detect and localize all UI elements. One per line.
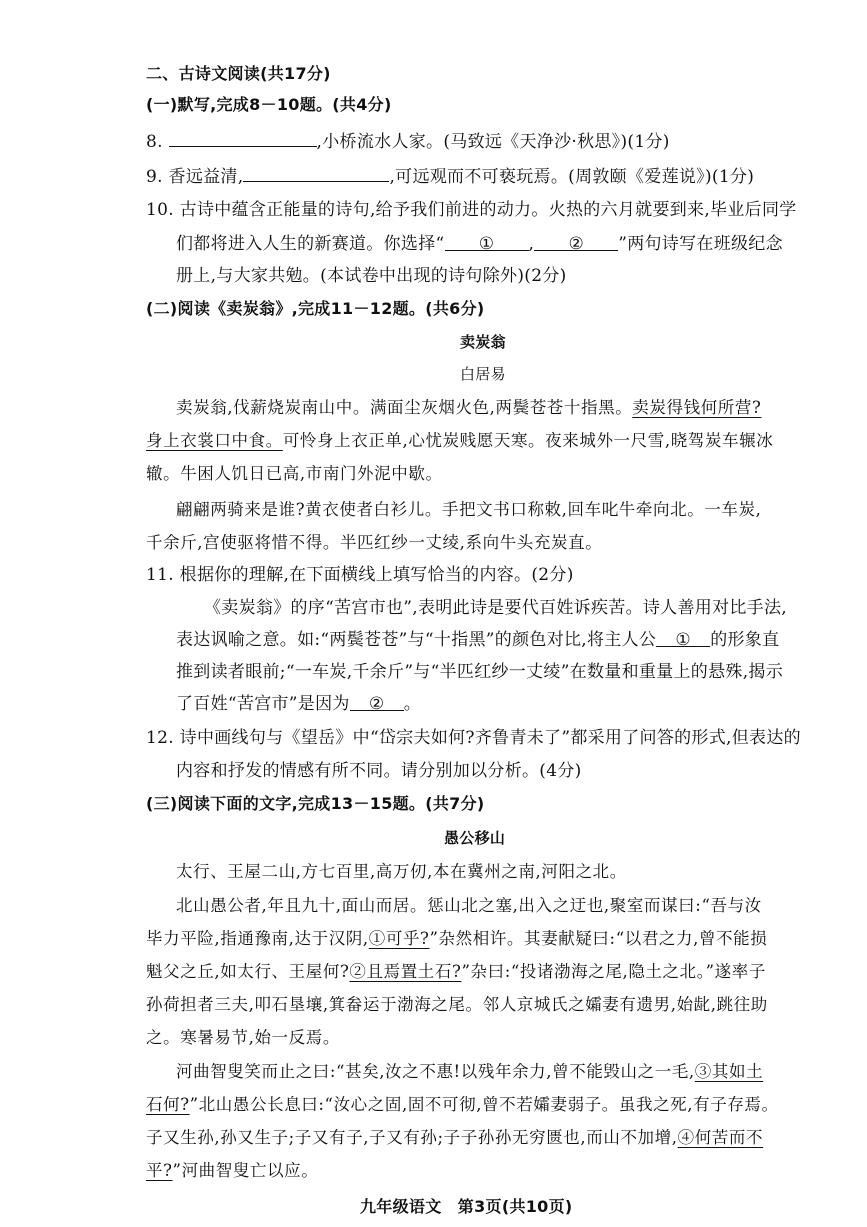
poem-title: 卖炭翁 — [460, 333, 506, 351]
prose-line: 子又生孙,孙又生子;子又有子,子又有孙;子子孙孙无穷匮也,而山不加增,④何苦而不 — [146, 1128, 764, 1147]
q10-line-1: 10. 古诗中蕴含正能量的诗句,给予我们前进的动力。火热的六月就要到来,毕业后同学 — [146, 200, 797, 220]
q8-text: ,小桥流水人家。(马致远《天净沙·秋思》)(1分) — [316, 132, 670, 152]
poem-line: 翩翩两骑来是谁?黄衣使者白衫儿。手把文书口称敕,回车叱牛牵向北。一车炭, — [176, 500, 762, 519]
page-footer: 九年级语文 第3页(共10页) — [360, 1197, 573, 1216]
prose-line: 毕力平险,指通豫南,达于汉阴,①可乎?”杂然相许。其妻献疑曰:“以君之力,曾不能损 — [146, 929, 768, 948]
underlined-line: 身上衣裳口中食。 — [146, 431, 283, 450]
q9-answer-blank[interactable] — [243, 163, 389, 182]
poem-line: 身上衣裳口中食。可怜身上衣正单,心忧炭贱愿天寒。夜来城外一尺雪,晓驾炭车辗冰 — [146, 431, 774, 450]
underlined-line: 卖炭得钱何所营? — [632, 398, 762, 417]
q11-line-5: 了百姓“苦宫市”是因为 ② 。 — [176, 694, 421, 714]
prose-line: 孙荷担者三夫,叩石垦壤,箕畚运于渤海之尾。邻人京城氏之孀妻有遗男,始龀,跳往助 — [146, 995, 768, 1014]
prose-line: 魁父之丘,如太行、王屋何?②且焉置土石?”杂曰:“投诸渤海之尾,隐土之北。”遂率子 — [146, 962, 766, 981]
q12-line-1: 12. 诗中画线句与《望岳》中“岱宗夫如何?齐鲁青未了”都采用了问答的形式,但表达的 — [146, 728, 801, 748]
q10-blank-2[interactable]: ② — [534, 232, 618, 251]
section-heading: 二、古诗文阅读(共17分) — [146, 64, 331, 83]
q9-text-before: 9. 香远益清, — [146, 167, 244, 187]
prose-line: 之。寒暑易节,始一反焉。 — [146, 1028, 340, 1047]
question-9 — [146, 163, 754, 189]
underlined-sentence-4: ④何苦而不 — [677, 1128, 764, 1147]
poem-line: 卖炭翁,伐薪烧炭南山中。满面尘灰烟火色,两鬓苍苍十指黑。卖炭得钱何所营? — [176, 398, 762, 417]
prose-line: 平?”河曲智叟亡以应。 — [146, 1161, 319, 1180]
q11-blank-1[interactable]: ① — [656, 628, 710, 647]
prose-line: 太行、王屋二山,方七百里,高万仞,本在冀州之南,河阳之北。 — [176, 862, 627, 881]
question-8 — [146, 128, 670, 154]
part-two-heading: (二)阅读《卖炭翁》,完成11－12题。(共6分) — [146, 299, 485, 318]
q8-answer-blank[interactable] — [169, 128, 317, 147]
underlined-sentence-4-cont: 平? — [146, 1161, 173, 1180]
part-one-heading: (一)默写,完成8－10题。(共4分) — [146, 95, 392, 114]
prose-line: 河曲智叟笑而止之曰:“甚矣,汝之不惠!以残年余力,曾不能毁山之一毛,③其如土 — [176, 1062, 764, 1081]
q10-blank-1[interactable]: ① — [445, 232, 529, 251]
poem-author: 白居易 — [460, 365, 506, 383]
underlined-sentence-3: ③其如土 — [694, 1062, 764, 1081]
q10-line-3: 册上,与大家共勉。(本试卷中出现的诗句除外)(2分) — [176, 266, 567, 286]
q11-blank-2[interactable]: ② — [350, 692, 404, 711]
q10-line-2: 们都将进入人生的新赛道。你选择“ ① , ② ”两句诗写在班级纪念 — [176, 234, 783, 254]
poem-line: 辙。牛困人饥日已高,市南门外泥中歇。 — [146, 464, 443, 483]
underlined-sentence-1: ①可乎? — [368, 929, 430, 948]
q8-number: 8. — [146, 132, 163, 152]
q11-line-1: 11. 根据你的理解,在下面横线上填写恰当的内容。(2分) — [146, 565, 574, 585]
poem-line: 千余斤,宫使驱将惜不得。半匹红纱一丈绫,系向牛头充炭直。 — [146, 533, 603, 552]
prose-line: 石何?”北山愚公长息曰:“汝心之固,固不可彻,曾不若孀妻弱子。虽我之死,有子存焉。 — [146, 1095, 779, 1114]
part-three-heading: (三)阅读下面的文字,完成13－15题。(共7分) — [146, 794, 485, 813]
prose-line: 北山愚公者,年且九十,面山而居。惩山北之塞,出入之迂也,聚室而谋曰:“吾与汝 — [176, 896, 762, 915]
q11-line-2: 《卖炭翁》的序“苦宫市也”,表明此诗是要代百姓诉疾苦。诗人善用对比手法, — [204, 598, 787, 618]
q12-line-2: 内容和抒发的情感有所不同。请分别加以分析。(4分) — [176, 761, 582, 781]
prose-title: 愚公移山 — [444, 829, 506, 847]
q11-line-3: 表达讽喻之意。如:“两鬓苍苍”与“十指黑”的颜色对比,将主人公 ① 的形象直 — [176, 630, 780, 650]
underlined-sentence-2: ②且焉置土石? — [349, 962, 462, 981]
underlined-sentence-3-cont: 石何? — [146, 1095, 190, 1114]
q9-text-after: ,可远观而不可亵玩焉。(周敦颐《爱莲说》)(1分) — [389, 167, 755, 187]
q11-line-4: 推到读者眼前;“一车炭,千余斤”与“半匹红纱一丈绫”在数量和重量上的悬殊,揭示 — [176, 662, 783, 682]
